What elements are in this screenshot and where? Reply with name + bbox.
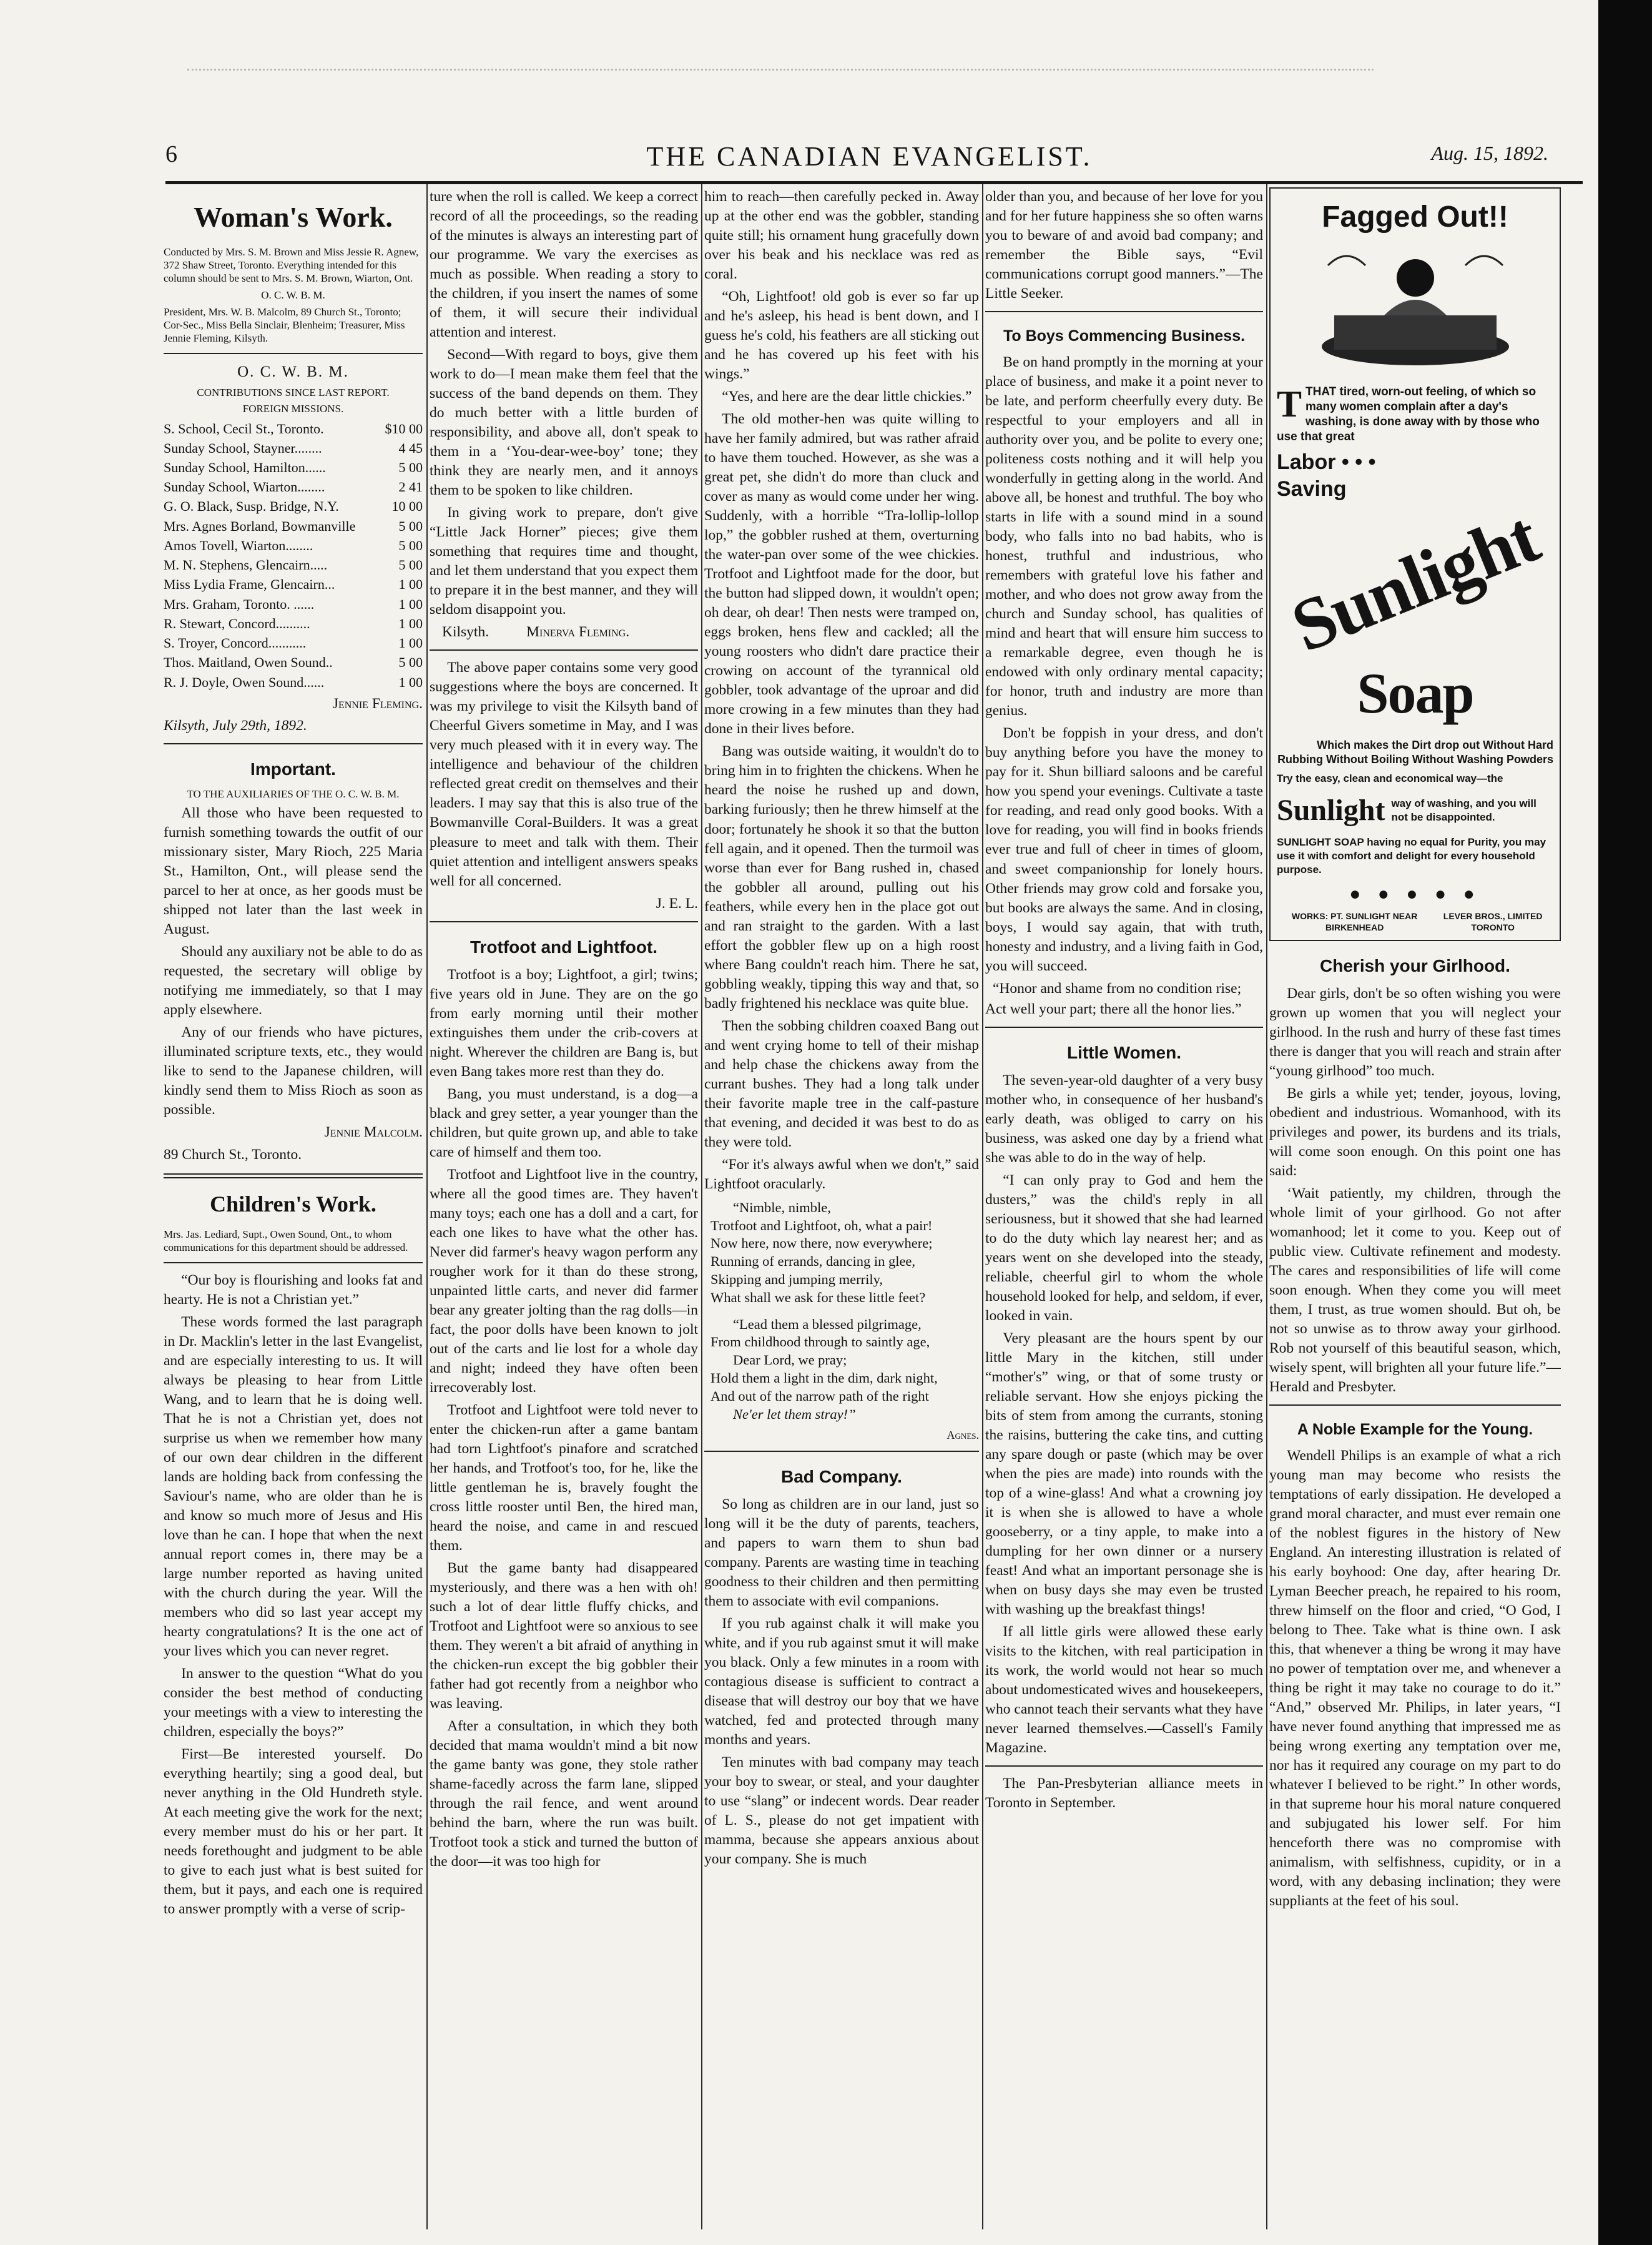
- page-number: 6: [165, 141, 177, 167]
- scan-edge-bar: [1598, 0, 1652, 2245]
- ad-labor: Labor • • • Saving: [1277, 450, 1376, 501]
- column-rule: [1266, 184, 1267, 2229]
- paragraph: Trotfoot and Lightfoot were told never to enter the chicken-run after a game bantam had torn Lightfoot's pinafore and scratched her hands, and Trotfoot's too, for he, like the little gentleman he is, bravely fought the cross little rooster until Ben, the hired man, heard the noise, and came in and rescued them.: [430, 1401, 698, 1554]
- ad-try-text: Try the easy, clean and economical way—the: [1277, 772, 1503, 785]
- washerwoman-illustration: [1291, 240, 1540, 372]
- poem-line: Trotfoot and Lightfoot, oh, what a pair!: [710, 1217, 933, 1233]
- auxiliaries-label: TO THE AUXILIARIES OF THE O. C. W. B. M.: [187, 787, 400, 800]
- paragraph: Be girls a while yet; tender, joyous, loving, obedient and industrious. Womanhood, with its privileges and power, its burdens and its trials, will come soon enough. On this point one has said:: [1269, 1085, 1561, 1179]
- paragraph: Wendell Philips is an example of what a rich young man may become who resists the temptations of early dissipation. He developed a grand moral character, and must ever remain one of the noblest figures in the history of New England. An interesting illustration is related of his early boyhood: One day, after hearing Dr. Lyman Beecher preach, he repaired to his room, threw himself on the floor and cried, “O God, I belong to Thee. Take what is thine own. I ask this, that whenever a thing be wrong it may have no power of temptation over me, and whenever a thing be right it may take no courage to do it.” “And,” observed Mr. Philips, in later years, “I have never found anything that impressed me as being wrong exerting any temptation over me, nor has it required any courage on my part to do whatever I believed to be right.” In other words, in that supreme hour his moral nature conquered and subjugated his lower self. For him henceforth there was no compromise with animalism, with selfishness, cupidity, or in a word, with any debasing inclination; they were suppliants at the feet of his soul.: [1269, 1447, 1561, 1910]
- issue-date: Aug. 15, 1892.: [1431, 142, 1548, 164]
- paragraph: Should any auxiliary not be able to do as requested, the secretary will oblige by notifying me immediately, so that I may apply elsewhere.: [164, 944, 423, 1019]
- divider: [1269, 1404, 1561, 1406]
- divider: [985, 1027, 1263, 1028]
- childrens-work-heading: Children's Work.: [210, 1191, 376, 1216]
- paragraph: The seven-year-old daughter of a very busy mother who, in consequence of her husband's early death, was obliged to carry on his business, was asked one day by a friend what she was able to do in the way of help.: [985, 1072, 1263, 1166]
- paragraph: Ten minutes with bad company may teach your boy to swear, or steal, and your daughter to use “slang” or indecent words. Dear reader of L. S., please do not get impatient with mamma, because she appears anxious about your company. She is much: [704, 1754, 979, 1868]
- noble-example-heading: A Noble Example for the Young.: [1297, 1420, 1533, 1438]
- paragraph: The old mother-hen was quite willing to have her family admired, but was rather afraid to have them touched. However, as she was a great pet, she didn't do more than cluck and cover as many as would come under her wing. Suddenly, with a horrible “Tra-lollip-lollop lop,” the gobbler rushed at them, overturning the water-pan over some of the wee chickies. Trotfoot and Lightfoot made for the door, but the button had slipped down, it wouldn't open; oh dear, oh dear! Then nests were tramped on, eggs broken, hens flew and cackled; all the young roosters who didn't dare practice their crowing on account of the tyrannical old gobbler, took advantage of the uproar and did more crowing in a few minutes than they had done in their lives before.: [704, 411, 979, 738]
- sunlight-soap-advertisement: [1269, 187, 1561, 941]
- column-5: [1269, 187, 1561, 2229]
- paragraph: Second—With regard to boys, give them work to do—I mean make them feel that the success of the band depends on them. They do much better with a little burden of responsibility, and above all, don't speak to them in a ‘You-dear-wee-boy’ tone; they think they are nearly men, and it annoys them to be spoken to like children.: [430, 347, 698, 499]
- bad-company-heading: Bad Company.: [781, 1467, 902, 1487]
- signature: Jennie Fleming.: [332, 695, 423, 712]
- list-item: Mrs. Graham, Toronto. ...... 1 00: [164, 596, 423, 612]
- poem: [710, 1199, 979, 1424]
- column-rule: [701, 184, 702, 2229]
- ad-title: Fagged Out!!: [1322, 200, 1508, 234]
- poem-line: Ne'er let them stray!”: [733, 1406, 856, 1422]
- list-item: Thos. Maitland, Owen Sound.. 5 00: [164, 654, 423, 671]
- paragraph: In giving work to prepare, don't give “Little Jack Horner” pieces; give them something that requires time and thought, and let them understand that you expect them to prepare it in the best manner, and they will seldom disappoint you.: [430, 505, 698, 618]
- paragraph: If all little girls were allowed these early visits to the kitchen, with real participation in its work, the world would not hear so much about undomesticated wives and housekeepers, who cannot teach their servants what they have never learned themselves.—Cassell's Family Magazine.: [985, 1624, 1263, 1757]
- poem-line: “Lead them a blessed pilgrimage,: [733, 1316, 922, 1332]
- ad-sunlight-logo: Sunlight: [1281, 496, 1550, 668]
- signature: Jennie Malcolm.: [324, 1124, 423, 1141]
- ad-try2-text: way of washing, and you will not be disappointed.: [1391, 797, 1536, 824]
- column-rule: [982, 184, 983, 2229]
- divider: [164, 353, 423, 354]
- divider: [430, 649, 698, 651]
- poem-signature: Agnes.: [946, 1429, 979, 1442]
- poem-line: Hold them a light in the dim, dark night,: [710, 1369, 938, 1386]
- column-rule: [426, 184, 428, 2229]
- contributions-title: CONTRIBUTIONS SINCE LAST REPORT.: [197, 386, 390, 398]
- column-3: [704, 187, 979, 2229]
- list-item: Mrs. Agnes Borland, Bowmanville 5 00: [164, 518, 423, 534]
- poem-line: Now here, now there, now everywhere;: [710, 1235, 933, 1251]
- list-item: S. School, Cecil St., Toronto. $10 00: [164, 420, 423, 437]
- list-item: G. O. Black, Susp. Bridge, N.Y. 10 00: [164, 498, 423, 515]
- divider: [164, 743, 423, 744]
- paragraph: “I can only pray to God and hem the dusters,” was the child's reply in all seriousness, but it showed that she had learned to do the duty which lay nearest her; and as years went on she developed into the steady, reliable, cheerful girl to whom the whole household looked for help, and seldom, if ever, looked in vain.: [985, 1172, 1263, 1324]
- foreign-missions-label: FOREIGN MISSIONS.: [242, 403, 344, 415]
- conducted-note: Conducted by Mrs. S. M. Brown and Miss Jessie R. Agnew, 372 Shaw Street, Toronto. Everything intended for this column should be sent to Mrs. S. M. Brown, Wiarton, Ont.: [164, 245, 419, 285]
- paragraph: Dear girls, don't be so often wishing you were grown up women that you will neglect your girlhood. In the rush and hurry of these fast times there is danger that you will reach and strain after “young girlhood” too much.: [1269, 985, 1561, 1079]
- divider: [704, 1451, 979, 1452]
- divider: [430, 921, 698, 922]
- newspaper-title: THE CANADIAN EVANGELIST.: [646, 141, 1093, 172]
- ad-soap-logo: Soap: [1357, 661, 1473, 726]
- ad-tired-text: TTHAT tired, worn-out feeling, of which so many women complain after a day's washing, is done away with by those who use that great: [1277, 383, 1540, 443]
- ad-purity-text: SUNLIGHT SOAP having no equal for Purity, you may use it with comfort and delight for every household purpose.: [1277, 836, 1546, 876]
- scan-noise: [187, 0, 1374, 71]
- poem-line: What shall we ask for these little feet?: [710, 1289, 926, 1305]
- column-4: [985, 187, 1263, 2229]
- poem-line: Dear Lord, we pray;: [733, 1352, 847, 1368]
- paragraph: So long as children are in our land, just so long will it be the duty of parents, teachers, and papers to warn them to shun bad company. Parents are wasting time in teaching goodness to their children and then permitting them to associate with evil companions.: [704, 1496, 979, 1610]
- poem-line: From childhood through to saintly age,: [710, 1334, 930, 1350]
- list-item: Sunday School, Stayner........ 4 45: [164, 440, 423, 456]
- signature: J. E. L.: [656, 895, 698, 912]
- paragraph: These words formed the last paragraph in Dr. Macklin's letter in the last Evangelist, and are especially interesting to us. It will always be pleasing to hear from Little Wang, and to learn that he is doing well. That he is not a Christian yet, does not surprise us when we remember how many of our own dear children in the different lands are holding back from confessing the Saviour's name, who are older than he is and know so much more of Jesus and His love than he can. I hope that when the next annual report comes in, there may be a large number reported as having united with the church during the year. Will the members who did so last year accept my hearty congratulations? It is the one act of your lives which you can never regret.: [164, 1313, 423, 1659]
- paragraph: Trotfoot and Lightfoot live in the country, where all the good times are. They haven't many toys; each one has a doll and a cart, for each one likes to have what the other has. Never did farmer's heavy wagon perform any rougher work for it than do these strong, unpainted little carts, and never did farmer bear any greater jolting than the rag dolls—in fact, the poor dolls have been known to jolt out of the carts and lie lost for a whole day and night; indeed they have often been irrecoverably lost.: [430, 1166, 698, 1396]
- list-item: Sunday School, Hamilton...... 5 00: [164, 460, 423, 475]
- poem-line: And out of the narrow path of the right: [710, 1388, 929, 1404]
- paragraph: All those who have been requested to furnish something towards the outfit of our missionary sister, Mary Rioch, 225 Maria St., Hamilton, Ont., will please send the parcel to her at once, as her goods must be shipped not later than the last week in August.: [164, 805, 423, 938]
- divider: [164, 1173, 423, 1178]
- paragraph: ‘Wait patiently, my children, through the whole limit of your girlhood. Go not after womanhood; let it come to you. Keep out of public view. Cultivate refinement and modesty. The cares and responsibilities of life will come soon enough. When they come you will meet them, I trust, as true women should. But oh, be not so unwise as to throw away your girlhood. Rob not yourself of this beautiful season, which, wisely spent, will brighten all your future life.”—Herald and Presbyter.: [1269, 1185, 1561, 1395]
- paragraph: Bang, you must understand, is a dog—a black and grey setter, a year younger than the children, but quite grown up, and able to take care of himself and them too.: [430, 1085, 698, 1160]
- paragraph: Don't be foppish in your dress, and don't buy anything before you have the money to pay for it. Shun billiard saloons and be careful how you spend your evenings. Cultivate a taste for reading, and read only good books. With a love for reading, you will find in books friends ever true and full of cheer in times of gloom, and sweet companionship for lonely hours. Other friends may grow cold and forsake you, but books are always the same. And in closing, boys, I would say again, that with truth, honesty and industry, and a living faith in God, you will succeed.: [985, 725, 1263, 974]
- paragraph: Very pleasant are the hours spent by our little Mary in the kitchen, still under “mother's” wing, or that of some trusty or reliable servant. How she enjoys picking the bits of stem from among the currants, stoning the raisins, buttering the cake tins, and cutting any spare dough or paste (which may be over when the pies are made) into rounds with the top of a wine-glass! And what a crowning joy it is when she is allowed to have a whole gooseberry, or a tiny apple, to make into a dumpling for her own dinner or a nursery feast! And what an important personage she is when on busy days she may even be trusted with washing up the breakfast things!: [985, 1330, 1263, 1617]
- paragraph: Bang was outside waiting, it wouldn't do to bring him in to frighten the chickens. When he heard the noise he rushed up and down, barking furiously; then he threw himself at the door; fortunately he shook it so that the button fell again, and it opened. Then the turmoil was worse than ever for Bang rushed in, chased the gobbler all around, pulling out his feathers, while every hen in the place got out and ran straight to the garden. With a last effort the gobbler flew up on a high roost where Bang couldn't reach him. There he sat, gobbling weakly, tipping this way and that, so badly frightened his necklace was quite blue.: [704, 743, 979, 1012]
- ocwbm-title: O. C. W. B. M.: [237, 363, 349, 380]
- ad-which-text: Which makes the Dirt drop out Without Hard Rubbing Without Boiling Without Washing Powders: [1277, 738, 1553, 766]
- paragraph: If you rub against chalk it will make you white, and if you rub against smut it will make you black. Only a few minutes in a room with contagious disease is sufficient to contract a disease that will destroy our boy that we have watched, fed and protected through many months and years.: [704, 1616, 979, 1749]
- paragraph: In answer to the question “What do you consider the best method of conducting your meetings with a view to interesting the children, especially the boys?”: [164, 1665, 423, 1740]
- paragraph: First—Be interested yourself. Do everything heartily; sing a good deal, but never anything in the Old Hundreth style. At each meeting give the work for the next; every member must do his or her part. It needs forethought and judgment to be able to give to each just what is best suited for them, but it pays, and each one is required to answer promptly with a verse of scrip-: [164, 1745, 423, 1918]
- divider: [164, 1262, 423, 1263]
- officers-note: President, Mrs. W. B. Malcolm, 89 Church St., Toronto; Cor-Sec., Miss Bella Sinclair, Blenheim; Treasurer, Miss Jennie Fleming, Kilsyth.: [164, 305, 405, 345]
- paragraph: “Oh, Lightfoot! old gob is ever so far up and he's asleep, his head is bent down, and I guess he's cold, his feathers are all sticking out and he has covered up his feet with his wings.”: [704, 289, 979, 383]
- list-item: R. Stewart, Concord.......... 1 00: [164, 615, 423, 631]
- paragraph: Then the sobbing children coaxed Bang out and went crying home to tell of their mishap and help chase the chickens away from the currant bushes. They had a long talk under their favorite maple tree in the calf-pasture that evening, and decided it was best to do as they were told.: [704, 1017, 979, 1150]
- paragraph: him to reach—then carefully pecked in. Away up at the other end was the gobbler, standing quite still; his ornament hung gracefully down over his beak and his necklace was red as coral.: [704, 189, 979, 283]
- list-item: M. N. Stephens, Glencairn..... 5 00: [164, 557, 423, 573]
- quote-line: “Honor and shame from no condition rise;: [993, 980, 1242, 997]
- trotfoot-heading: Trotfoot and Lightfoot.: [470, 937, 658, 957]
- header-rule: [165, 181, 1583, 184]
- ocwbm-small: O. C. W. B. M.: [261, 289, 325, 302]
- womans-work-heading: Woman's Work.: [194, 201, 393, 233]
- quote-line: Act well your part; there all the honor lies.”: [985, 1000, 1242, 1017]
- ad-trademark-row: [1277, 791, 1553, 830]
- poem-line: Running of errands, dancing in glee,: [710, 1253, 916, 1270]
- divider: [985, 311, 1263, 312]
- poem-line: “Nimble, nimble,: [733, 1199, 831, 1215]
- paragraph: ture when the roll is called. We keep a correct record of all the proceedings, so the reading of the minutes is always an interesting part of our programme. We vary the exercises as much as possible. When reading a story to the children, if you insert the names of some of them, it will secure their individual attention and interest.: [430, 189, 698, 341]
- list-item: Amos Tovell, Wiarton........ 5 00: [164, 537, 423, 553]
- paragraph: Be on hand promptly in the morning at your place of business, and make it a point never to be late, and perform cheerfully every duty. Be respectful to your employers and all in authority over you, and be polite to every one; politeness costs nothing and it will help you wonderfully in getting along in the world. And above all, be honest and truthful. The boy who starts in life with a sound mind in a sound body, who falls into no bad habits, who is honest, truthful and industrious, who remembers with grateful love his father and mother, and who does not grow away from the church and Sunday school, has qualities of mind and heart that will ensure him success to a remarkable degree, even though he is endowed with only ordinary mental capacity; for honor, truth and industry are more than genius.: [985, 354, 1263, 719]
- contributions-list: [164, 419, 423, 692]
- paragraph: older than you, and because of her love for you and for her future happiness she so often warns you to beware of and avoid bad company; and remember the Bible says, “Evil communications corrupt good manners.”—The Little Seeker.: [985, 189, 1263, 302]
- paragraph: The above paper contains some very good suggestions where the boys are concerned. It was my privilege to visit the Kilsyth band of Cheerful Givers sometime in May, and I was very much pleased with it in every way. The intelligence and behaviour of the children reflected great credit on themselves and their leaders. I may say that this is also true of the Bowmanville Coral-Builders. It was a great pleasure to meet and talk with them. Their quiet attention and intelligent answers speaks well for all concerned.: [430, 659, 698, 889]
- poem-line: Skipping and jumping merrily,: [710, 1271, 883, 1287]
- list-item: R. J. Doyle, Owen Sound...... 1 00: [164, 674, 423, 690]
- cherish-heading: Cherish your Girlhood.: [1320, 955, 1510, 975]
- paragraph: “Yes, and here are the dear little chickies.”: [722, 388, 972, 405]
- ad-works: WORKS: PT. SUNLIGHT NEAR BIRKENHEAD LEVER BROS., LIMITED TORONTO: [1291, 910, 1543, 933]
- boys-business-heading: To Boys Commencing Business.: [1003, 327, 1246, 345]
- list-item: Sunday School, Wiarton........ 2 41: [164, 479, 423, 495]
- ad-sunlight-mark: Sunlight: [1277, 794, 1385, 827]
- dateline: Kilsyth, July 29th, 1892.: [164, 717, 307, 734]
- paragraph: But the game banty had disappeared mysteriously, and there was a hen with oh! such a lot of dear little fluffy chicks, and Trotfoot and Lightfoot were so anxious to see them. They weren't a bit afraid of anything in the chicken-run except the big gobbler their father had got recently from a neighbor who was leaving.: [430, 1559, 698, 1712]
- divider: [985, 1765, 1263, 1767]
- list-item: Miss Lydia Frame, Glencairn... 1 00: [164, 576, 423, 593]
- column-2: [430, 187, 698, 2229]
- address: 89 Church St., Toronto.: [164, 1146, 302, 1163]
- page-header: [153, 141, 1586, 178]
- paragraph: After a consultation, in which they both decided that mama wouldn't mind a bit now the game banty was gone, they stole rather shame-facedly across the farm lane, slipped through the rail fence, and went around behind the barn, where the run was built. Trotfoot took a stick and turned the button of the door—it was too high for: [430, 1718, 698, 1870]
- little-women-heading: Little Women.: [1066, 1042, 1182, 1062]
- ad-dots: ● ● ● ● ●: [1349, 884, 1481, 905]
- list-item: S. Troyer, Concord........... 1 00: [164, 635, 423, 651]
- paragraph: Trotfoot is a boy; Lightfoot, a girl; twins; five years old in June. They are on the go from early morning until their mother extinguishes them under the crib-covers at night. Wherever the children are Bang is, but even Bang takes more rest than they do.: [430, 966, 698, 1080]
- column-1: [164, 187, 423, 2229]
- paragraph: Any of our friends who have pictures, illuminated scripture texts, etc., they would like to send to the Japanese children, will kindly send them to Miss Rioch as soon as possible.: [164, 1024, 423, 1118]
- signature-line: Kilsyth. Minerva Fleming.: [442, 624, 630, 641]
- childrens-note: Mrs. Jas. Lediard, Supt., Owen Sound, Ont., to whom communications for this department should be addressed.: [164, 1228, 408, 1254]
- paragraph: The Pan-Presbyterian alliance meets in Toronto in September.: [985, 1775, 1263, 1812]
- paragraph: “Our boy is flourishing and looks fat and hearty. He is not a Christian yet.”: [164, 1271, 423, 1308]
- important-heading: Important.: [250, 759, 336, 779]
- paragraph: “For it's always awful when we don't,” said Lightfoot oracularly.: [704, 1156, 979, 1192]
